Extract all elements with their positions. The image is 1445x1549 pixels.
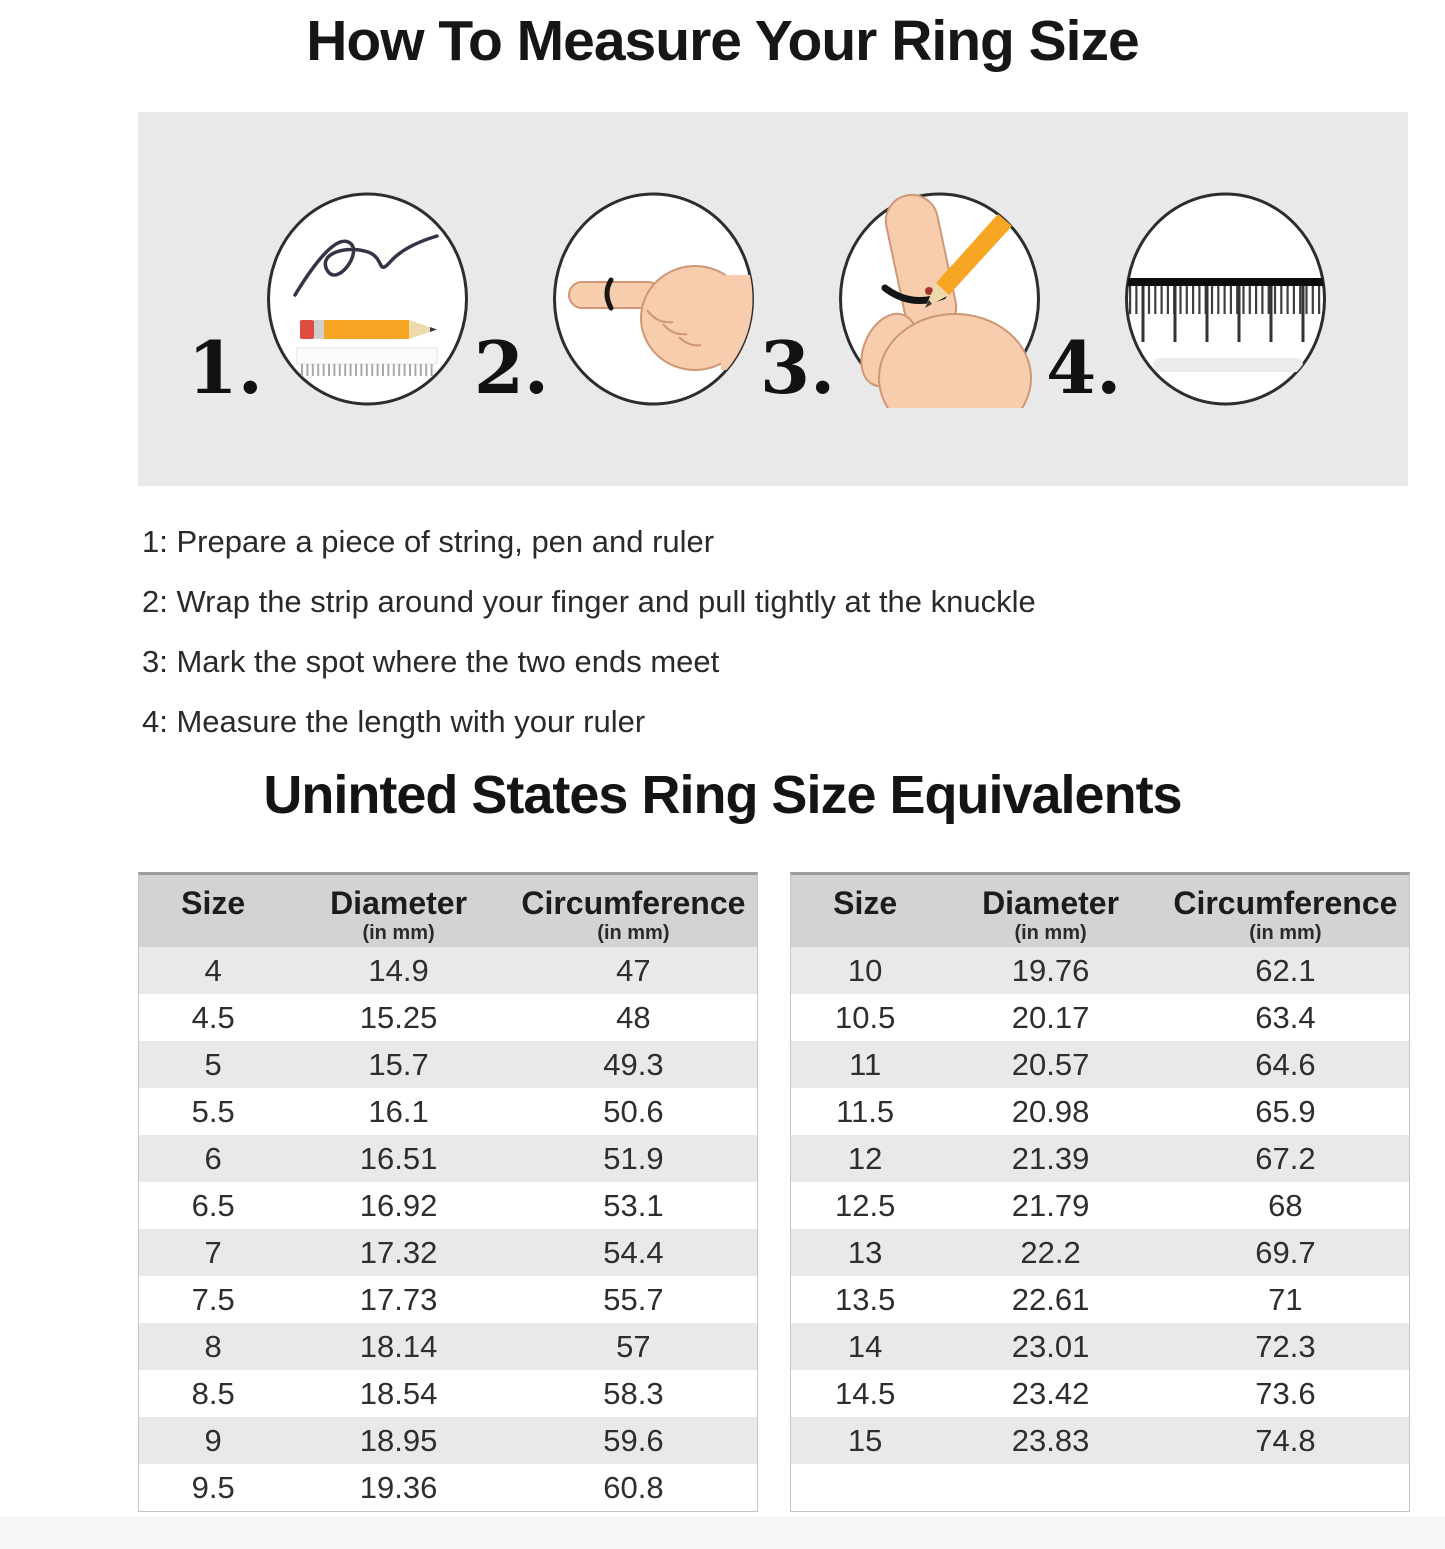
table-cell: 63.4 [1255,999,1316,1035]
column-label: Size [181,885,246,921]
size-column-header [791,875,939,947]
footer-strip [0,1516,1445,1549]
pencil-marking-string-on-finger-icon [837,190,1042,408]
table-cell: 15.7 [368,1046,429,1082]
table-row [791,1088,1409,1135]
table-body [139,947,757,1511]
table-cell: 72.3 [1255,1328,1316,1364]
table-cell: 22.61 [1011,1281,1090,1317]
instruction-line: 1: Prepare a piece of string, pen and ruler [142,524,715,559]
table-cell: 53.1 [603,1187,664,1223]
table-cell: 48 [616,999,651,1035]
table-header-row [139,875,757,947]
unit-label: (in mm) [362,922,435,945]
table-cell: 18.54 [359,1375,438,1411]
table-cell: 15.25 [359,999,438,1035]
size-column-header [139,875,287,947]
table-cell: 9.5 [191,1469,235,1505]
step-2-number: 2. [473,325,549,410]
table-cell: 22.2 [1020,1234,1081,1270]
table-row [139,1464,757,1511]
table-cell: 51.9 [603,1140,664,1176]
table-cell: 21.39 [1011,1140,1090,1176]
diameter-column-header [939,875,1161,947]
table-cell: 19.76 [1011,952,1090,988]
diameter-column-header [287,875,509,947]
ruler-icon [1123,190,1328,408]
table-row [791,1135,1409,1182]
unit-label: (in mm) [597,922,670,945]
table-cell: 71 [1268,1281,1303,1317]
table-row [139,1041,757,1088]
table-cell: 5.5 [191,1093,235,1129]
table-row [139,1323,757,1370]
table-cell: 55.7 [603,1281,664,1317]
table-cell: 58.3 [603,1375,664,1411]
step-2 [474,190,756,408]
table-row [791,1417,1409,1464]
hand-pointing-with-string-icon [551,190,756,408]
table-cell: 12 [847,1140,883,1176]
size-table-right [790,872,1410,1512]
steps-illustration-panel [138,112,1408,486]
table-cell: 47 [616,952,651,988]
table-row [791,1323,1409,1370]
table-cell: 6.5 [191,1187,235,1223]
size-table-left [138,872,758,1512]
table-row [139,1182,757,1229]
table-cell: 7 [204,1234,222,1270]
table-cell: 17.32 [359,1234,438,1270]
table-cell: 20.57 [1011,1046,1090,1082]
table-cell: 8 [204,1328,222,1364]
table-cell: 11.5 [836,1093,895,1129]
table-row [139,1229,757,1276]
column-label: Diameter [330,885,468,921]
table-cell: 21.79 [1011,1187,1090,1223]
table-cell: 7.5 [191,1281,235,1317]
unit-label: (in mm) [1014,922,1087,945]
table-row [791,1276,1409,1323]
table-cell: 50.6 [603,1093,664,1129]
column-label: Circumference [521,885,746,921]
table-row [791,1370,1409,1417]
table-row [791,1229,1409,1276]
table-cell: 73.6 [1255,1375,1316,1411]
table-row [791,947,1409,994]
circumference-column-header [1162,875,1409,947]
instruction-line: 2: Wrap the strip around your finger and pull tightly at the knuckle [142,584,1036,619]
instruction-line: 3: Mark the spot where the two ends meet [142,644,720,679]
table-cell: 62.1 [1255,952,1316,988]
table-row [139,1135,757,1182]
table-row [791,1182,1409,1229]
table-cell: 5 [204,1046,222,1082]
string-pencil-ruler-icon [265,190,470,408]
table-cell: 4 [204,952,222,988]
table-cell: 23.42 [1011,1375,1090,1411]
table-cell: 14.9 [368,952,429,988]
table-row [139,994,757,1041]
step-4-number: 4. [1046,325,1122,410]
table-cell: 15 [847,1422,883,1458]
table-cell: 4.5 [191,999,235,1035]
table-cell: 19.36 [359,1469,438,1505]
table-cell: 60.8 [603,1469,664,1505]
table-cell: 13 [847,1234,883,1270]
unit-label: (in mm) [1249,922,1322,945]
table-cell: 23.01 [1011,1328,1090,1364]
size-tables [138,872,1410,1512]
table-cell: 18.14 [359,1328,438,1364]
table-cell: 10.5 [834,999,896,1035]
column-label: Size [833,885,898,921]
table-cell: 17.73 [359,1281,438,1317]
table-cell: 20.17 [1011,999,1090,1035]
table-cell: 57 [616,1328,651,1364]
table-row [139,1088,757,1135]
instruction-line: 4: Measure the length with your ruler [142,704,646,739]
step-1 [188,190,470,408]
table-cell: 74.8 [1255,1422,1316,1458]
table-row [791,1041,1409,1088]
table-row [139,1417,757,1464]
table-cell: 6 [204,1140,222,1176]
table-cell: 65.9 [1255,1093,1316,1129]
column-label: Diameter [982,885,1120,921]
table-cell: 54.4 [603,1234,664,1270]
page-title: How To Measure Your Ring Size [306,9,1139,73]
table-cell: 18.95 [359,1422,438,1458]
table-cell: 11 [849,1046,882,1082]
step-4 [1046,190,1328,408]
table-row [139,947,757,994]
table-cell: 9 [204,1422,222,1458]
table-body [791,947,1409,1464]
table-header-row [791,875,1409,947]
table-row [791,994,1409,1041]
step-3 [760,190,1042,408]
table-cell: 69.7 [1255,1234,1316,1270]
table-cell: 49.3 [603,1046,664,1082]
table-cell: 13.5 [834,1281,896,1317]
table-cell: 23.83 [1011,1422,1090,1458]
table-cell: 64.6 [1255,1046,1316,1082]
table-cell: 16.92 [359,1187,438,1223]
column-label: Circumference [1173,885,1398,921]
table-cell: 59.6 [603,1422,664,1458]
table-title: Uninted States Ring Size Equivalents [263,765,1182,825]
table-cell: 16.1 [368,1093,429,1129]
step-1-number: 1. [187,325,263,410]
table-cell: 14 [847,1328,883,1364]
table-cell: 14.5 [834,1375,896,1411]
table-cell: 10 [847,952,883,988]
table-cell: 67.2 [1255,1140,1316,1176]
table-cell: 20.98 [1011,1093,1090,1129]
table-row [139,1370,757,1417]
step-3-number: 3. [760,325,836,410]
instruction-list [142,512,1036,752]
table-cell: 16.51 [359,1140,438,1176]
table-cell: 68 [1268,1187,1303,1223]
circumference-column-header [510,875,757,947]
table-cell: 8.5 [191,1375,235,1411]
table-cell: 12.5 [834,1187,896,1223]
table-row [139,1276,757,1323]
